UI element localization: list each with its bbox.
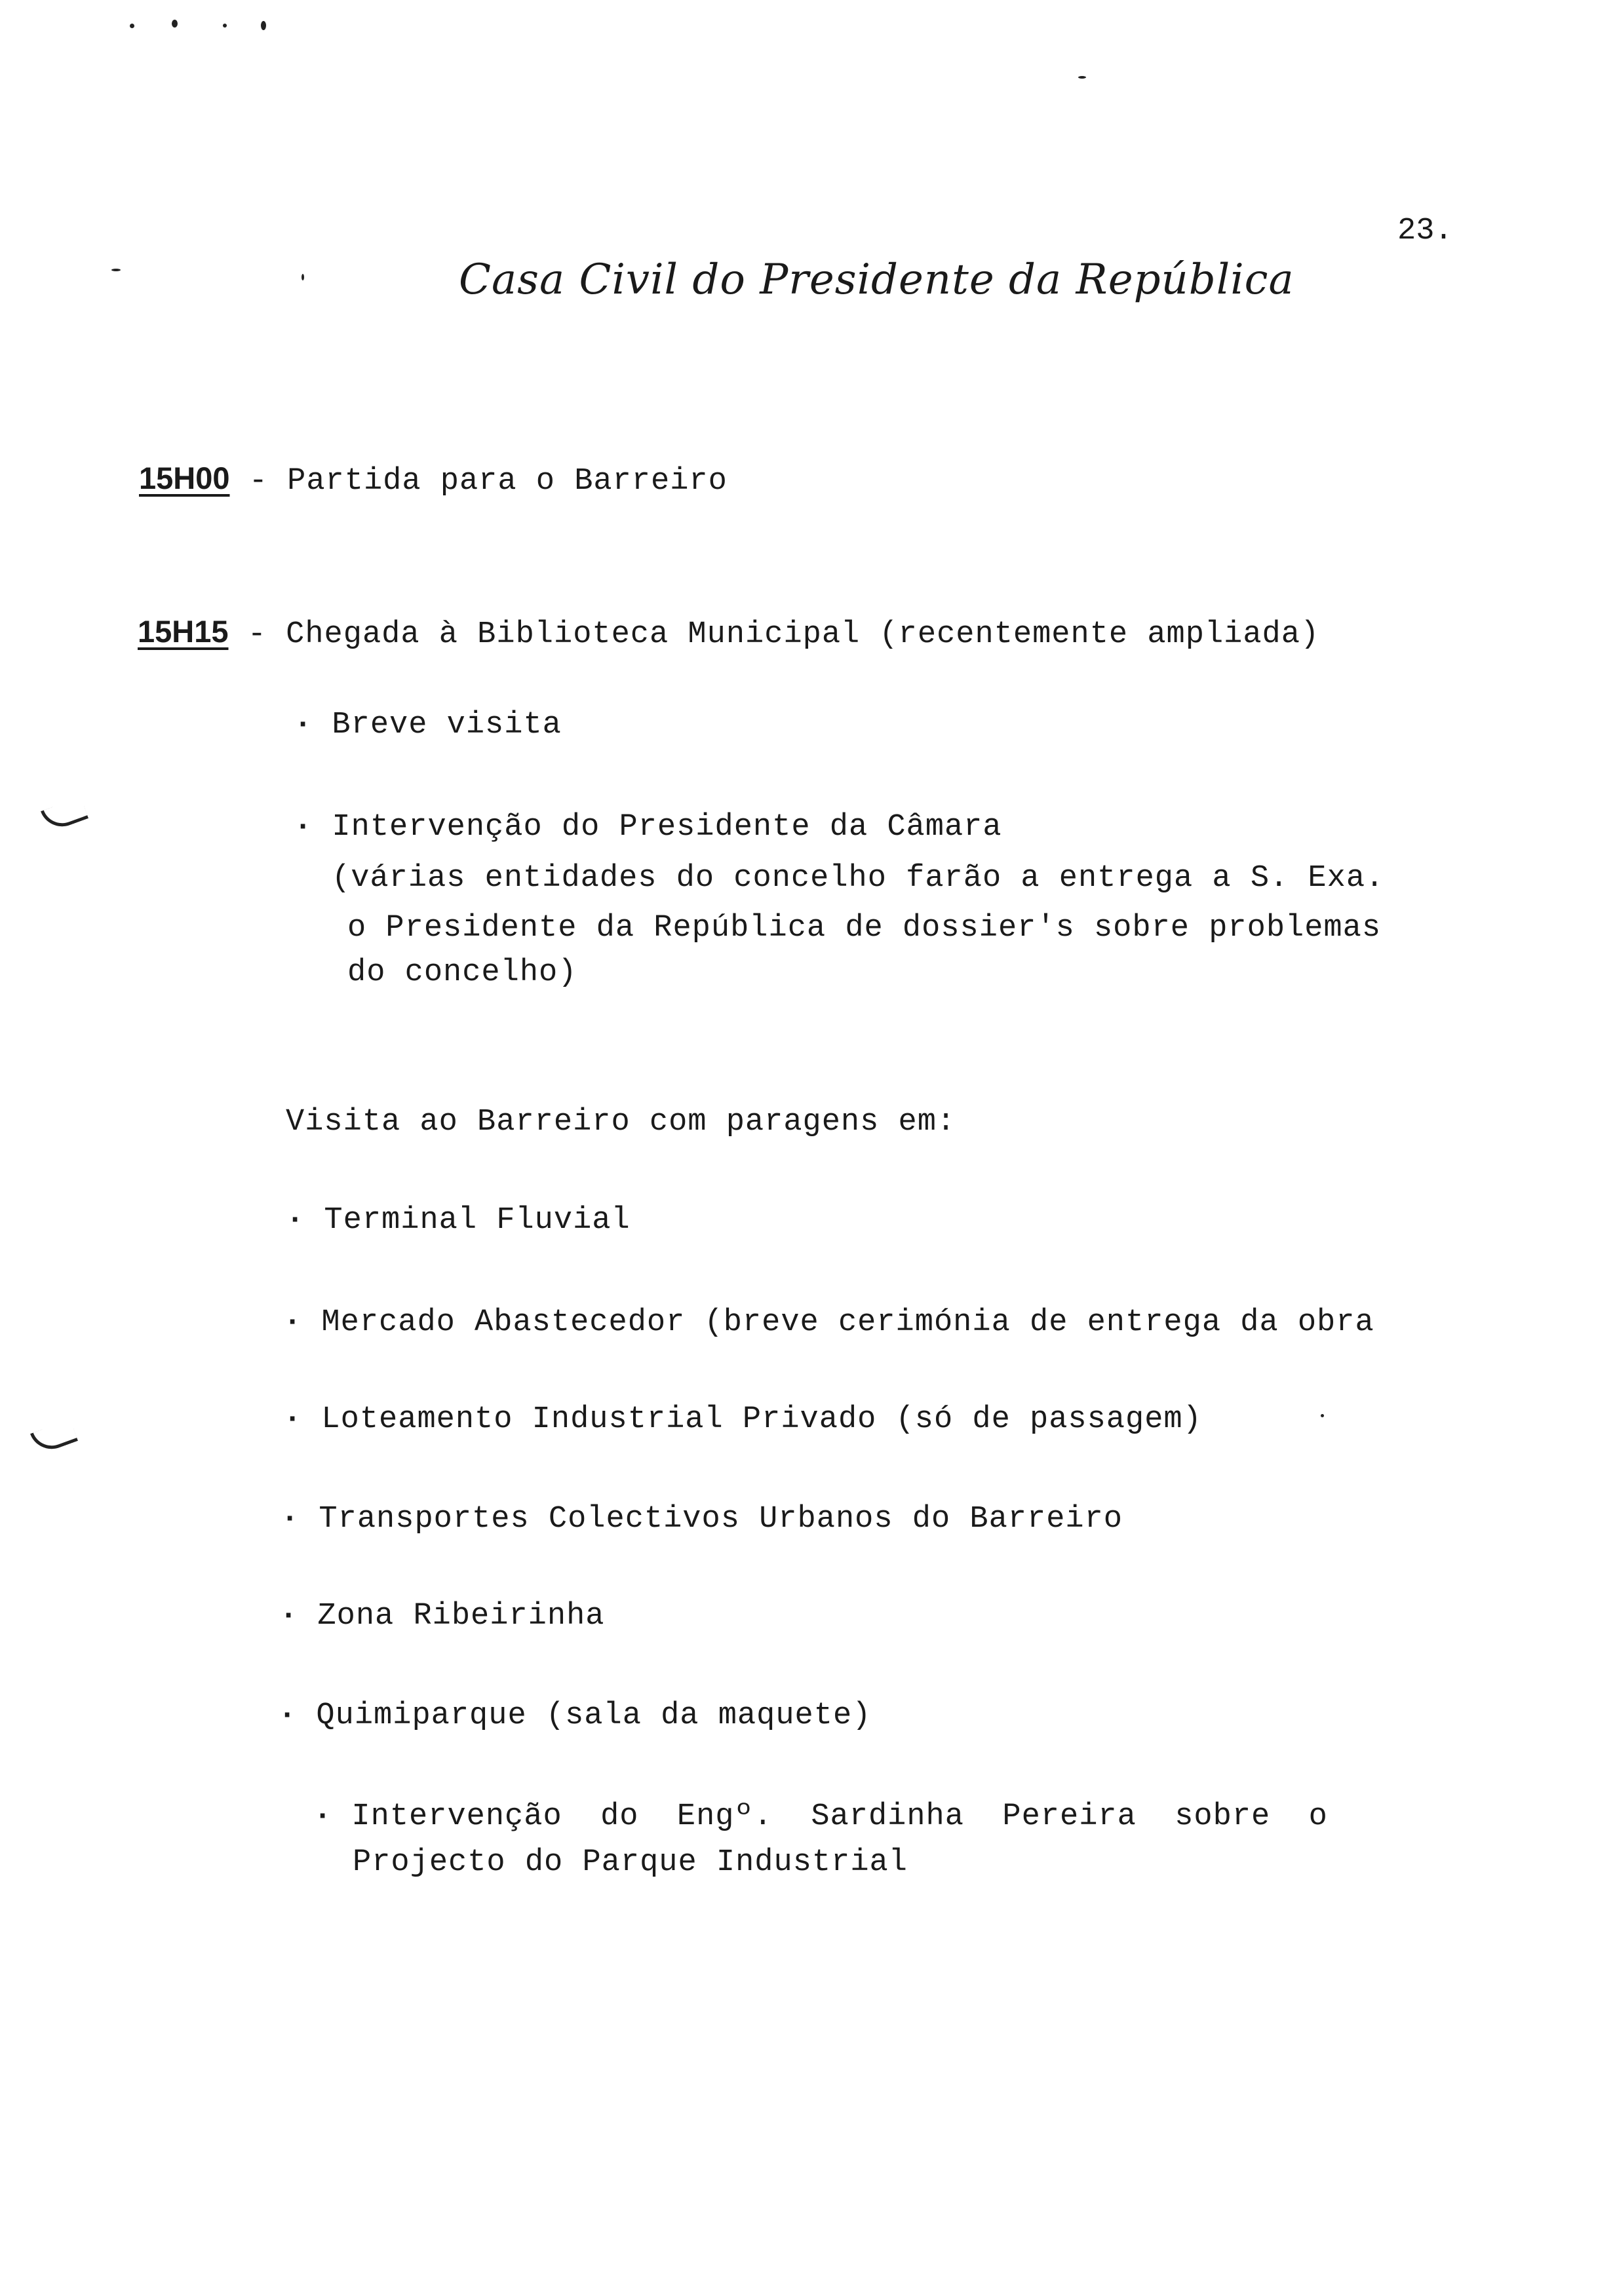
schedule-line	[138, 613, 1319, 652]
letterhead: Casa Civil do Presidente da República	[459, 256, 1294, 304]
schedule-line	[139, 460, 728, 499]
schedule-text: - Chegada à Biblioteca Municipal (recentemente ampliada)	[247, 617, 1320, 652]
list-item: · Intervenção do Presidente da Câmara	[294, 810, 1002, 845]
sub-stop-item: · Intervenção do Engº. Sardinha Pereira sobre o	[313, 1799, 1328, 1834]
scan-speck	[223, 24, 227, 28]
scan-speck	[172, 20, 178, 28]
schedule-text: - Partida para o Barreiro	[248, 464, 728, 499]
list-item: · Breve visita	[294, 708, 562, 742]
page-number: 23.	[1397, 214, 1453, 248]
list-item-continuation: (várias entidades do concelho farão a entrega a S. Exa.	[332, 861, 1385, 896]
scan-speck	[1321, 1414, 1324, 1417]
scan-speck	[111, 269, 121, 271]
stop-item: · Transportes Colectivos Urbanos do Barreiro	[281, 1502, 1123, 1537]
schedule-time: 15H00	[139, 461, 230, 495]
stop-item: · Mercado Abastecedor (breve cerimónia de entrega da obra	[283, 1305, 1374, 1340]
list-item-continuation: o Presidente da República de dossier's sobre problemas	[347, 911, 1382, 946]
stop-item: · Loteamento Industrial Privado (só de passagem)	[283, 1402, 1202, 1437]
scan-speck	[1078, 76, 1086, 79]
list-item-continuation: do concelho)	[347, 955, 577, 990]
margin-check-mark	[41, 797, 88, 833]
scan-speck	[302, 274, 304, 280]
stop-item: · Terminal Fluvial	[286, 1203, 631, 1238]
sub-stop-continuation: Projecto do Parque Industrial	[353, 1845, 908, 1880]
section-heading: Visita ao Barreiro com paragens em:	[286, 1105, 956, 1139]
scan-speck	[130, 24, 134, 28]
scan-speck	[261, 21, 266, 30]
schedule-time: 15H15	[138, 614, 229, 649]
stop-item: · Zona Ribeirinha	[279, 1599, 605, 1634]
stop-item: · Quimiparque (sala da maquete)	[278, 1698, 871, 1733]
margin-check-mark	[30, 1419, 78, 1455]
